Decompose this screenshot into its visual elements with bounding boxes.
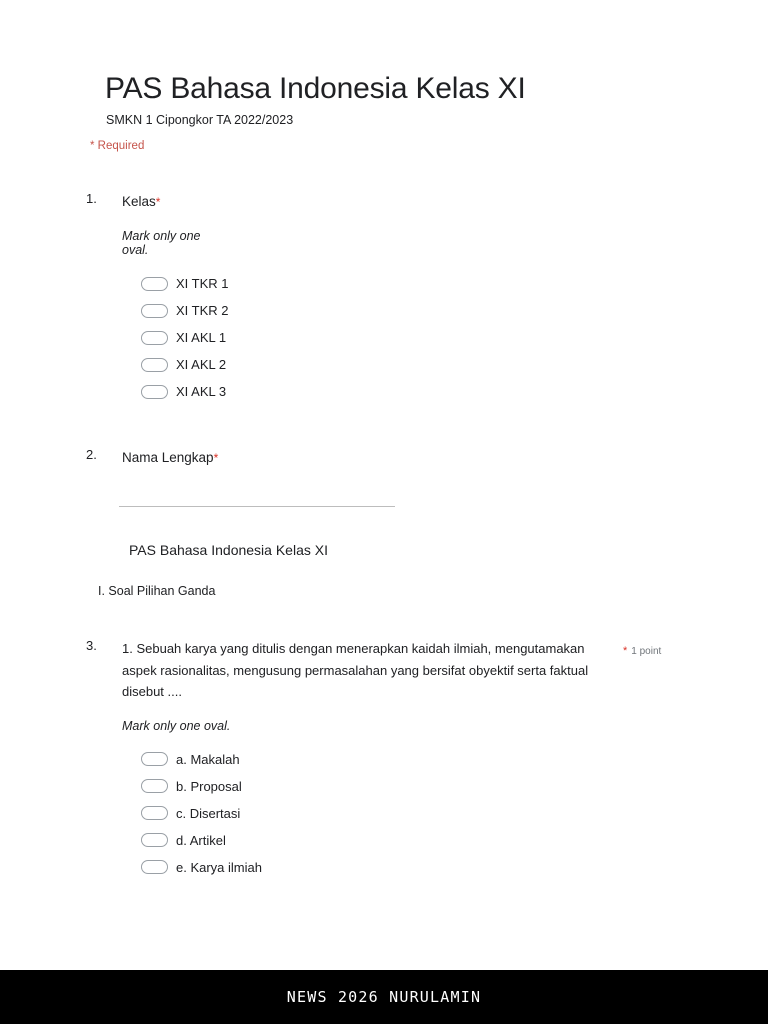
footer-text: NEWS 2026 NURULAMIN [286, 988, 482, 1006]
page-title: PAS Bahasa Indonesia Kelas XI [105, 72, 526, 105]
short-answer-input[interactable] [119, 506, 395, 507]
option-label: a. Makalah [176, 751, 240, 767]
option-row[interactable] [141, 351, 229, 378]
option-row[interactable] [141, 746, 592, 773]
option-label: XI TKR 2 [176, 303, 229, 318]
question-1-hint: Mark only one oval. [122, 229, 201, 257]
question-3-text: 1. Sebuah karya yang ditulis dengan menerapkan kaidah ilmiah, mengutamakan aspek rasionalitas, mengusung permasalahan yang bersifat obyektif serta faktual disebut .... [122, 641, 589, 699]
required-note: * Required [90, 140, 145, 152]
option-label: c. Disertasi [176, 805, 241, 821]
radio-oval-icon[interactable] [141, 860, 168, 874]
question-1-body [122, 191, 229, 405]
option-label: d. Artikel [176, 832, 226, 848]
radio-oval-icon[interactable] [141, 806, 168, 820]
points-asterisk: * [623, 645, 628, 657]
radio-oval-icon[interactable] [141, 779, 168, 793]
option-row[interactable] [141, 800, 592, 827]
option-row[interactable] [141, 854, 592, 881]
question-3-number: 3. [86, 638, 97, 653]
option-row[interactable] [141, 773, 592, 800]
question-3-body [122, 638, 592, 881]
option-label: b. Proposal [176, 778, 242, 794]
required-asterisk: * [155, 195, 161, 209]
radio-oval-icon[interactable] [141, 358, 168, 372]
footer-banner [0, 970, 768, 1024]
radio-oval-icon[interactable] [141, 331, 168, 345]
question-1-label: Kelas [122, 194, 156, 209]
option-row[interactable] [141, 270, 229, 297]
option-label: XI TKR 1 [176, 276, 229, 291]
page-subtitle: SMKN 1 Cipongkor TA 2022/2023 [106, 113, 294, 127]
option-label: XI AKL 1 [176, 330, 227, 345]
radio-oval-icon[interactable] [141, 752, 168, 766]
option-label: XI AKL 3 [176, 384, 227, 399]
option-label: XI AKL 2 [176, 357, 227, 372]
question-3-options [122, 746, 592, 881]
question-2-label-row [122, 447, 218, 469]
question-1-options [122, 270, 229, 405]
question-2-label: Nama Lengkap [122, 450, 214, 465]
radio-oval-icon[interactable] [141, 304, 168, 318]
radio-oval-icon[interactable] [141, 833, 168, 847]
question-3-points [623, 645, 661, 657]
option-row[interactable] [141, 297, 229, 324]
option-row[interactable] [141, 378, 229, 405]
question-1-number: 1. [86, 191, 97, 206]
section-title: PAS Bahasa Indonesia Kelas XI [129, 542, 328, 558]
option-row[interactable] [141, 324, 229, 351]
question-2-body [122, 447, 218, 469]
points-label: 1 point [631, 646, 662, 657]
radio-oval-icon[interactable] [141, 277, 168, 291]
question-2-number: 2. [86, 447, 97, 462]
option-label: e. Karya ilmiah [176, 859, 262, 875]
radio-oval-icon[interactable] [141, 385, 168, 399]
question-1-label-row [122, 191, 229, 213]
required-asterisk: * [213, 451, 219, 465]
question-3-hint: Mark only one oval. [122, 718, 231, 733]
option-row[interactable] [141, 827, 592, 854]
section-subtitle: I. Soal Pilihan Ganda [98, 584, 216, 598]
